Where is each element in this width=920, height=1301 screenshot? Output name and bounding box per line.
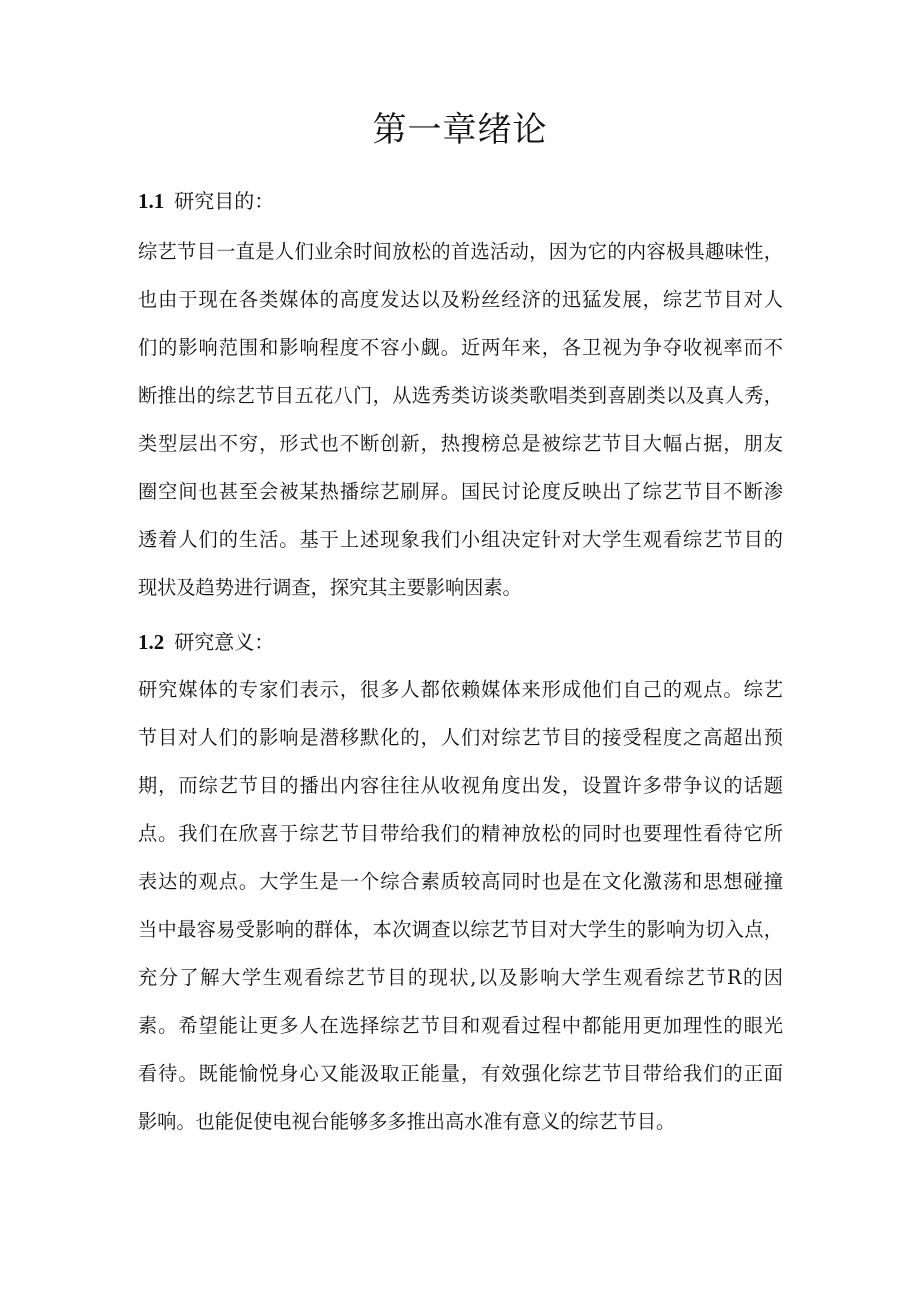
paragraph-line: 充分了解大学生观看综艺节目的现状,以及影响大学生观看综艺节R的因 [138,966,783,989]
paragraph-line: 素。希望能让更多人在选择综艺节目和观看过程中都能用更加理性的眼光 [138,1014,783,1037]
section-heading-text: 研究目的： [174,189,275,213]
paragraph-line: 透着人们的生活。基于上述现象我们小组决定针对大学生观看综艺节目的 [138,528,783,551]
section-heading-1-1 [138,186,274,216]
section-number: 1.1 [138,189,165,213]
paragraph-line: 类型层出不穷，形式也不断创新，热搜榜总是被综艺节目大幅占据，朋友 [138,432,783,455]
section-paragraph-1-2 [138,666,783,1146]
paragraph-line: 表达的观点。大学生是一个综合素质较高同时也是在文化激荡和思想碰撞 [138,870,783,893]
paragraph-line: 影响。也能促使电视台能够多多推出高水准有意义的综艺节目。 [138,1110,676,1133]
section-heading-1-2 [138,627,274,657]
section-number: 1.2 [138,630,165,654]
chapter-title: 第一章绪论 [372,110,548,150]
paragraph-line: 节目对人们的影响是潜移默化的，人们对综艺节目的接受程度之高超出预 [138,726,783,749]
paragraph-line: 当中最容易受影响的群体，本次调查以综艺节目对大学生的影响为切入点， [138,918,783,941]
section-heading-text: 研究意义： [174,630,275,654]
paragraph-line: 现状及趋势进行调查，探究其主要影响因素。 [138,576,522,599]
paragraph-line: 们的影响范围和影响程度不容小觑。近两年来，各卫视为争夺收视率而不 [138,336,783,359]
paragraph-line: 圈空间也甚至会被某热播综艺刷屏。国民讨论度反映出了综艺节目不断渗 [138,480,783,503]
paragraph-line: 点。我们在欣喜于综艺节目带给我们的精神放松的同时也要理性看待它所 [138,822,783,845]
section-paragraph-1-1 [138,228,783,612]
paragraph-line: 研究媒体的专家们表示，很多人都依赖媒体来形成他们自己的观点。综艺 [138,678,783,701]
paragraph-line: 期，而综艺节目的播出内容往往从收视角度出发，设置许多带争议的话题 [138,774,783,797]
paragraph-line: 综艺节目一直是人们业余时间放松的首选活动，因为它的内容极具趣味性， [138,240,783,263]
paragraph-line: 也由于现在各类媒体的高度发达以及粉丝经济的迅猛发展，综艺节目对人 [138,288,783,311]
paragraph-line: 看待。既能愉悦身心又能汲取正能量，有效强化综艺节目带给我们的正面 [138,1062,783,1085]
paragraph-line: 断推出的综艺节目五花八门，从选秀类访谈类歌唱类到喜剧类以及真人秀， [138,384,783,407]
